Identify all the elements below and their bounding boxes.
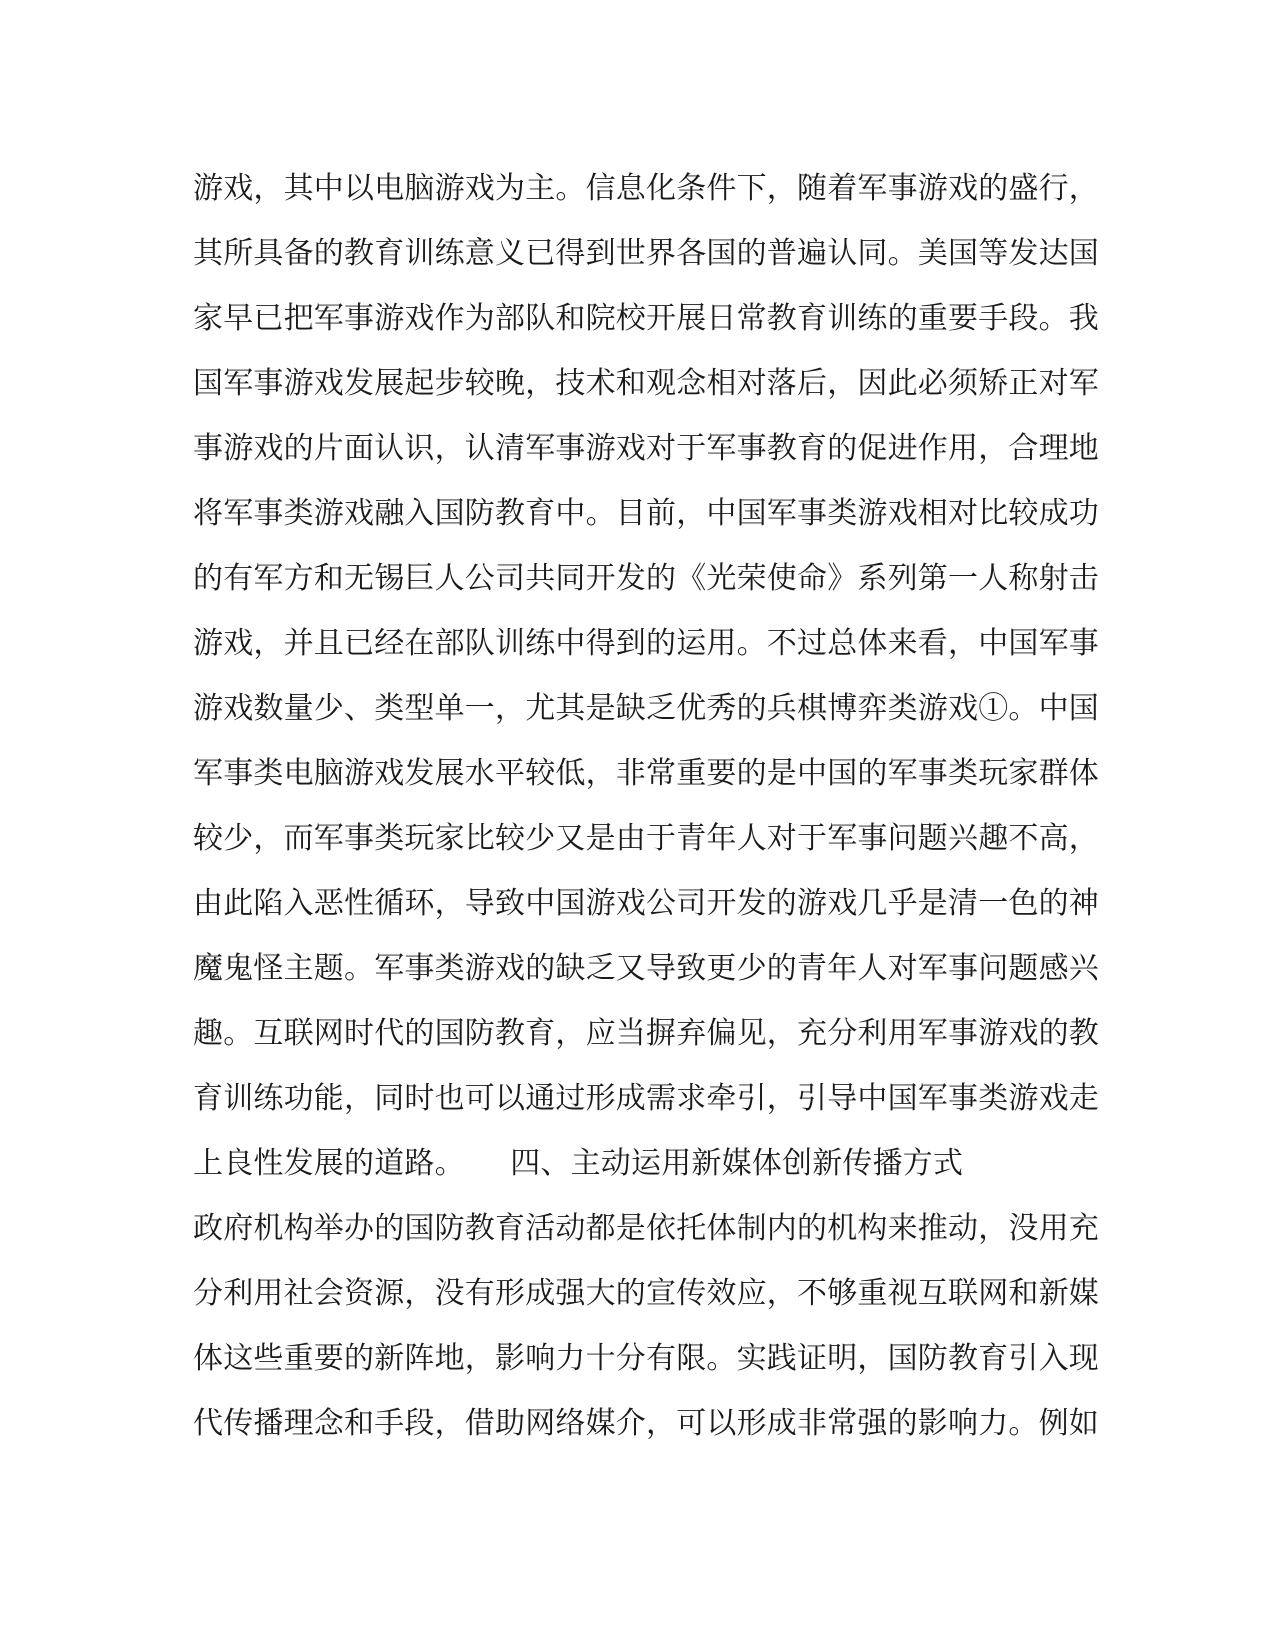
text-line: 游戏，并且已经在部队训练中得到的运用。不过总体来看，中国军事 — [193, 626, 1099, 661]
text-line: 游戏数量少、类型单一，尤其是缺乏优秀的兵棋博弈类游戏①。中国 — [193, 691, 1099, 726]
text-line: 游戏，其中以电脑游戏为主。信息化条件下，随着军事游戏的盛行， — [193, 171, 1099, 206]
text-line: 分利用社会资源，没有形成强大的宣传效应，不够重视互联网和新媒 — [193, 1276, 1099, 1311]
body-text — [193, 156, 1099, 1456]
text-line: 其所具备的教育训练意义已得到世界各国的普遍认同。美国等发达国 — [193, 236, 1099, 271]
text-line: 将军事类游戏融入国防教育中。目前，中国军事类游戏相对比较成功 — [193, 496, 1099, 531]
text-line: 政府机构举办的国防教育活动都是依托体制内的机构来推动，没用充 — [193, 1211, 1099, 1246]
text-line: 的有军方和无锡巨人公司共同开发的《光荣使命》系列第一人称射击 — [193, 561, 1099, 596]
text-line: 较少，而军事类玩家比较少又是由于青年人对于军事问题兴趣不高， — [193, 821, 1099, 856]
text-line: 魔鬼怪主题。军事类游戏的缺乏又导致更少的青年人对军事问题感兴 — [193, 951, 1099, 986]
text-line: 事游戏的片面认识，认清军事游戏对于军事教育的促进作用，合理地 — [193, 431, 1099, 466]
text-line: 体这些重要的新阵地，影响力十分有限。实践证明，国防教育引入现 — [193, 1341, 1099, 1376]
text-line: 军事类电脑游戏发展水平较低，非常重要的是中国的军事类玩家群体 — [193, 756, 1099, 791]
text-line: 育训练功能，同时也可以通过形成需求牵引，引导中国军事类游戏走 — [193, 1081, 1099, 1116]
text-line: 趣。互联网时代的国防教育，应当摒弃偏见，充分利用军事游戏的教 — [193, 1016, 1099, 1051]
text-line: 家早已把军事游戏作为部队和院校开展日常教育训练的重要手段。我 — [193, 301, 1099, 336]
section-heading-line: 上良性发展的道路。 四、主动运用新媒体创新传播方式 — [193, 1146, 964, 1181]
text-line: 代传播理念和手段，借助网络媒介，可以形成非常强的影响力。例如 — [193, 1406, 1099, 1441]
text-line: 由此陷入恶性循环，导致中国游戏公司开发的游戏几乎是清一色的神 — [193, 886, 1099, 921]
text-line: 国军事游戏发展起步较晚，技术和观念相对落后，因此必须矫正对军 — [193, 366, 1099, 401]
